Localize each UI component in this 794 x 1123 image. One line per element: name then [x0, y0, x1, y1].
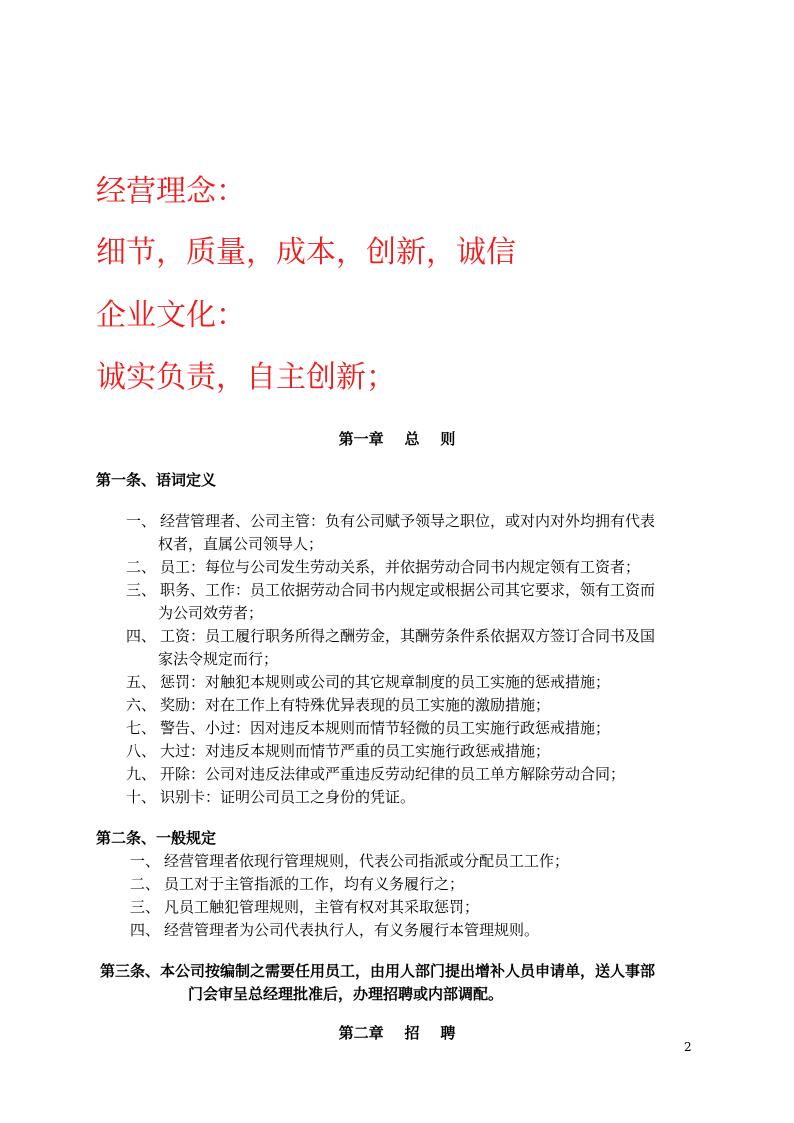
item-number: 五、 [126, 673, 157, 691]
item-text: 经营管理者、公司主管：负有公司赋予领导之职位，或对内对外均拥有代表 [160, 512, 656, 530]
definition-item-9 [126, 763, 706, 786]
item-number: 四、 [126, 627, 157, 645]
definition-item-1 [126, 510, 706, 556]
item-text: 员工对于主管指派的工作，均有义务履行之； [164, 875, 465, 893]
chapter-2-title: 第二章 招 聘 [338, 1024, 456, 1042]
definition-item-3 [126, 579, 706, 625]
item-continuation: 权者，直属公司领导人； [158, 535, 324, 553]
article-3-line-1: 第三条、本公司按编制之需要任用员工，由用人部门提出增补人员申请单，送人事部 [100, 962, 656, 980]
page-number: 2 [684, 1040, 692, 1054]
item-number: 四、 [130, 921, 161, 939]
business-philosophy-label: 经营理念： [96, 174, 246, 209]
item-number: 八、 [126, 742, 157, 760]
item-number: 三、 [126, 581, 157, 599]
corporate-culture-text: 诚实负责，自主创新； [96, 360, 396, 395]
item-text: 大过：对违反本规则而情节严重的员工实施行政惩戒措施； [160, 742, 551, 760]
item-text: 开除：公司对违反法律或严重违反劳动纪律的员工单方解除劳动合同； [160, 765, 626, 783]
article-1-title: 第一条、语词定义 [96, 471, 217, 489]
item-number: 六、 [126, 696, 157, 714]
item-number: 一、 [130, 852, 161, 870]
definition-item-4 [126, 625, 706, 671]
item-text: 职务、工作：员工依据劳动合同书内规定或根据公司其它要求，领有工资而 [160, 581, 656, 599]
item-continuation: 家法令规定而行； [158, 650, 279, 668]
definition-item-6 [126, 694, 706, 717]
item-text: 奖励：对在工作上有特殊优异表现的员工实施的激励措施； [160, 696, 551, 714]
definition-item-5 [126, 671, 706, 694]
item-text: 员工：每位与公司发生劳动关系，并依据劳动合同书内规定领有工资者； [160, 558, 641, 576]
item-text: 惩罚：对触犯本规则或公司的其它规章制度的员工实施的惩戒措施； [160, 673, 611, 691]
general-rule-item-1 [130, 850, 710, 873]
item-text: 识别卡：证明公司员工之身份的凭证。 [160, 788, 416, 806]
item-number: 七、 [126, 719, 157, 737]
chapter-1-title: 第一章 总 则 [338, 430, 456, 448]
article-2-title: 第二条、一般规定 [96, 829, 217, 847]
item-text: 经营管理者为公司代表执行人，有义务履行本管理规则。 [164, 921, 540, 939]
item-text: 工资：员工履行职务所得之酬劳金，其酬劳条件系依据双方签订合同书及国 [160, 627, 656, 645]
item-text: 警告、小过：因对违反本规则而情节轻微的员工实施行政惩戒措施； [160, 719, 611, 737]
general-rule-item-3 [130, 896, 710, 919]
item-number: 三、 [130, 898, 161, 916]
definition-item-10 [126, 786, 706, 809]
item-text: 经营管理者依现行管理规则，代表公司指派或分配员工工作； [164, 852, 570, 870]
item-number: 二、 [130, 875, 161, 893]
corporate-culture-label: 企业文化： [96, 298, 246, 333]
item-number: 一、 [126, 512, 157, 530]
definition-item-8 [126, 740, 706, 763]
definition-item-2 [126, 556, 706, 579]
item-text: 凡员工触犯管理规则，主管有权对其采取惩罚； [164, 898, 480, 916]
general-rule-item-4 [130, 919, 710, 942]
business-philosophy-text: 细节，质量，成本，创新，诚信 [96, 235, 516, 270]
item-number: 九、 [126, 765, 157, 783]
article-3-line-2: 门会审呈总经理批准后，办理招聘或内部调配。 [188, 985, 504, 1003]
item-continuation: 为公司效劳者； [158, 604, 264, 622]
definition-item-7 [126, 717, 706, 740]
article-3 [100, 960, 720, 1006]
item-number: 二、 [126, 558, 157, 576]
general-rule-item-2 [130, 873, 710, 896]
item-number: 十、 [126, 788, 157, 806]
